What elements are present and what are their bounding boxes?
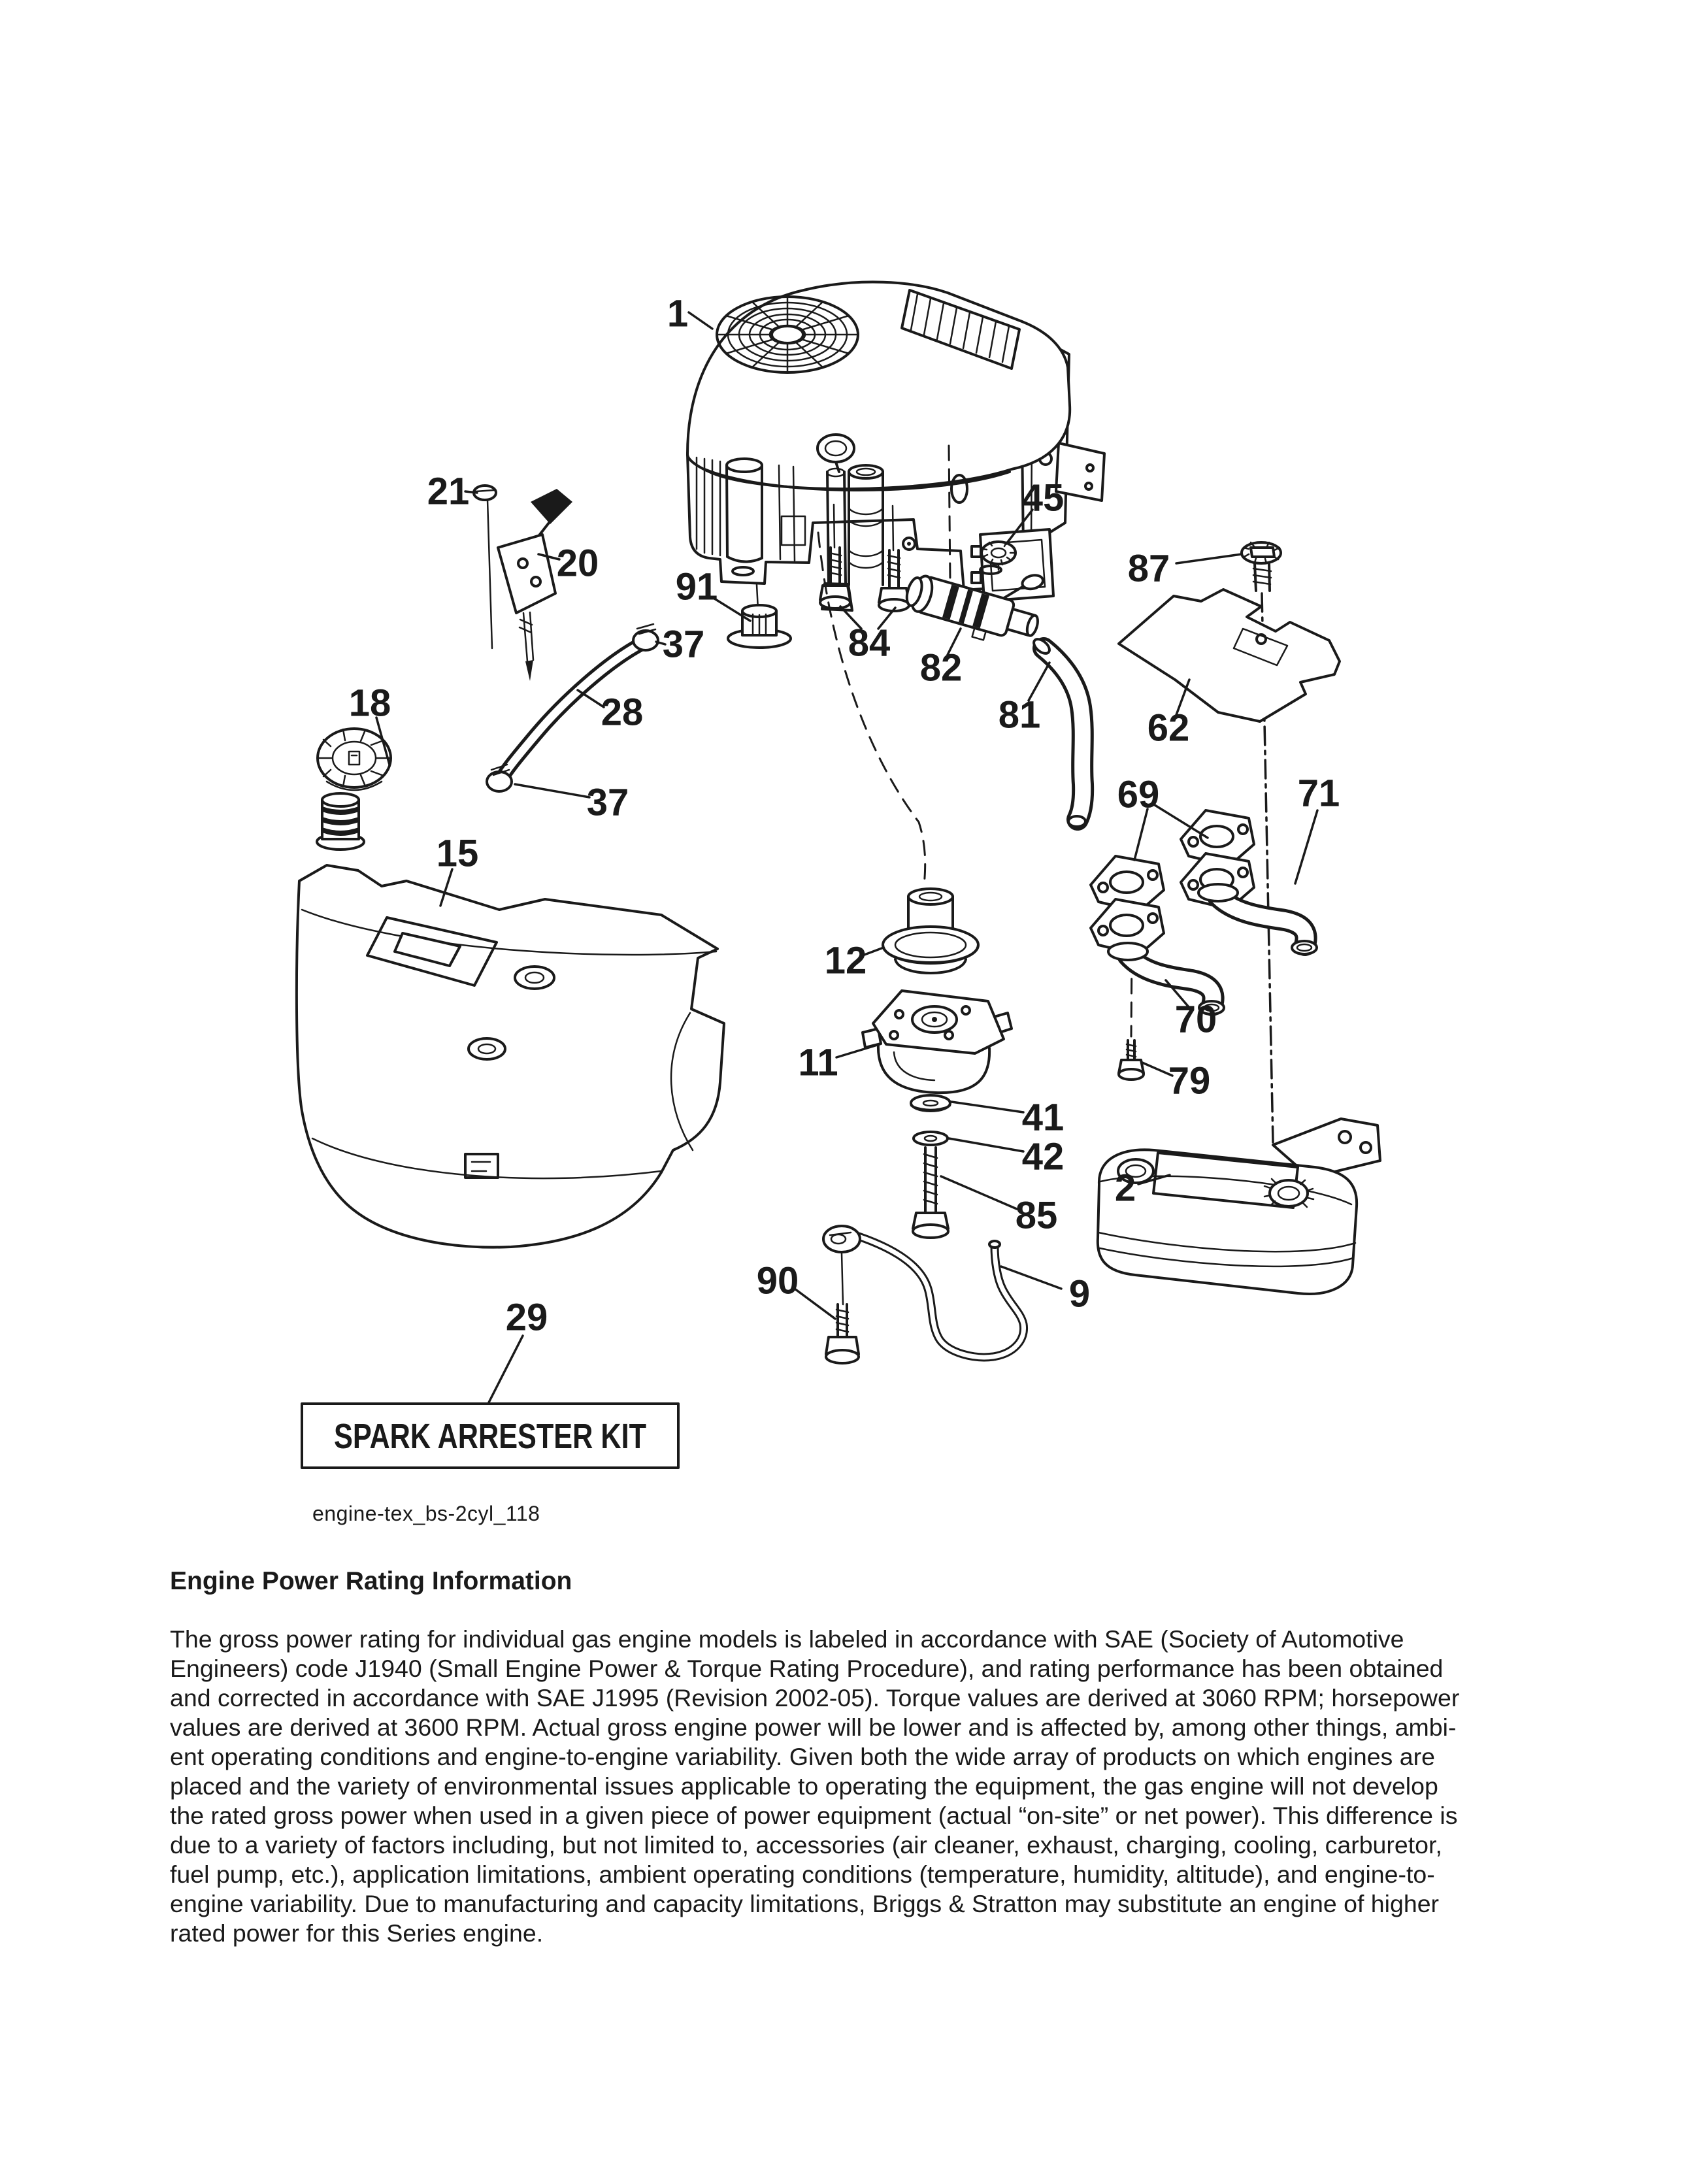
exhaust-gaskets-69 bbox=[1091, 810, 1254, 955]
callout-71: 71 bbox=[1297, 772, 1340, 815]
spark-arrester-kit-label: SPARK ARRESTER KIT bbox=[334, 1417, 646, 1456]
fan-screen bbox=[717, 297, 858, 372]
leader-line bbox=[1001, 1266, 1061, 1289]
exhaust-pipe-71 bbox=[1198, 884, 1317, 954]
bolt-85 bbox=[913, 1148, 948, 1238]
bushing-91 bbox=[728, 585, 791, 648]
leader-line bbox=[515, 784, 589, 797]
leader-line bbox=[578, 690, 604, 707]
fuel-tank bbox=[297, 865, 724, 1248]
bolt-90 bbox=[826, 1253, 859, 1363]
washer-42 bbox=[914, 1132, 948, 1145]
callout-1: 1 bbox=[667, 292, 689, 335]
leader-line bbox=[836, 1044, 880, 1057]
leader-line bbox=[951, 1102, 1023, 1112]
callout-82: 82 bbox=[919, 646, 963, 689]
callout-29: 29 bbox=[505, 1296, 548, 1339]
callout-91: 91 bbox=[675, 565, 718, 608]
leader-line bbox=[1134, 809, 1148, 860]
callout-2: 2 bbox=[1114, 1166, 1136, 1210]
callout-41: 41 bbox=[1021, 1096, 1065, 1139]
throttle-bracket bbox=[498, 489, 572, 681]
callout-37: 37 bbox=[662, 623, 705, 666]
paragraph-line: placed and the variety of environmental issues applicable to operating the equipment, the gas engine will not develop bbox=[170, 1772, 1438, 1800]
rating-paragraph bbox=[170, 1625, 1594, 1948]
callout-90: 90 bbox=[756, 1259, 799, 1302]
figure-caption: engine-tex_bs-2cyl_118 bbox=[312, 1502, 540, 1525]
callout-84: 84 bbox=[848, 621, 891, 665]
callout-85: 85 bbox=[1015, 1194, 1058, 1237]
fuel-cap bbox=[318, 729, 391, 790]
callout-28: 28 bbox=[601, 691, 644, 734]
callout-15: 15 bbox=[436, 832, 479, 875]
callout-9: 9 bbox=[1068, 1272, 1091, 1315]
muffler-2 bbox=[1098, 1119, 1380, 1294]
leader-line bbox=[1176, 554, 1242, 563]
paragraph-line: Engineers) code J1940 (Small Engine Power & Torque Rating Procedure), and rating performance has been obtained bbox=[170, 1655, 1444, 1682]
callout-11: 11 bbox=[798, 1041, 838, 1084]
pulley-12 bbox=[883, 889, 978, 973]
leader-line bbox=[689, 312, 712, 329]
callout-69: 69 bbox=[1117, 773, 1160, 816]
leader-line bbox=[949, 1138, 1023, 1151]
paragraph-line: rated power for this Series engine. bbox=[170, 1919, 544, 1947]
leader-line bbox=[489, 1336, 523, 1402]
hose-clamp-upper bbox=[633, 624, 658, 650]
callout-87: 87 bbox=[1127, 547, 1170, 590]
paragraph-line: fuel pump, etc.), application limitations, ambient operating conditions (temperature, humidity, altitude), and engine-to- bbox=[170, 1861, 1435, 1888]
washer-41 bbox=[911, 1095, 950, 1111]
callout-18: 18 bbox=[348, 682, 391, 725]
carburetor-block bbox=[972, 529, 1053, 601]
starter-motor bbox=[727, 459, 762, 472]
paragraph-line: and corrected in accordance with SAE J1995 (Revision 2002-05). Torque values are derived at 3060 RPM; horsepower bbox=[170, 1684, 1460, 1712]
screw-21 bbox=[474, 486, 496, 648]
engine-assembly bbox=[687, 282, 1104, 610]
leader-line bbox=[941, 1176, 1017, 1209]
callout-62: 62 bbox=[1147, 706, 1190, 750]
callout-45: 45 bbox=[1021, 476, 1065, 520]
bolt-79 bbox=[1119, 1040, 1144, 1080]
paragraph-line: values are derived at 3600 RPM. Actual gross engine power will be lower and is affected by, among other things, ambi- bbox=[170, 1713, 1457, 1741]
paragraph-line: engine variability. Due to manufacturing and capacity limitations, Briggs & Stratton may substitute an engine of higher bbox=[170, 1890, 1440, 1917]
callout-81: 81 bbox=[998, 693, 1041, 736]
heat-shield-62 bbox=[1119, 589, 1340, 721]
paragraph-line: ent operating conditions and engine-to-engine variability. Given both the wide array of products on which engines are bbox=[170, 1743, 1435, 1770]
spark-arrester-kit-box bbox=[302, 1404, 678, 1468]
clutch-11 bbox=[863, 991, 1012, 1093]
callout-21: 21 bbox=[427, 470, 470, 513]
tank-filler-neck bbox=[317, 793, 364, 850]
leader-line bbox=[1295, 810, 1317, 884]
leader-line bbox=[795, 1289, 835, 1319]
callout-42: 42 bbox=[1021, 1135, 1065, 1178]
callout-20: 20 bbox=[556, 542, 599, 585]
callout-37: 37 bbox=[586, 781, 629, 824]
section-heading: Engine Power Rating Information bbox=[170, 1567, 572, 1595]
screw-87 bbox=[1242, 542, 1281, 591]
paragraph-line: the rated gross power when used in a given piece of power equipment (actual “on-site” or net power). This difference is bbox=[170, 1802, 1458, 1829]
callout-12: 12 bbox=[824, 939, 867, 982]
throttle-grip bbox=[531, 489, 572, 524]
callout-70: 70 bbox=[1174, 998, 1217, 1041]
paragraph-line: The gross power rating for individual gas engine models is labeled in accordance with SAE (Society of Automotive bbox=[170, 1625, 1404, 1653]
paragraph-line: due to a variety of factors including, but not limited to, accessories (air cleaner, exhaust, charging, cooling, carburetor, bbox=[170, 1831, 1442, 1859]
callout-79: 79 bbox=[1168, 1059, 1211, 1102]
